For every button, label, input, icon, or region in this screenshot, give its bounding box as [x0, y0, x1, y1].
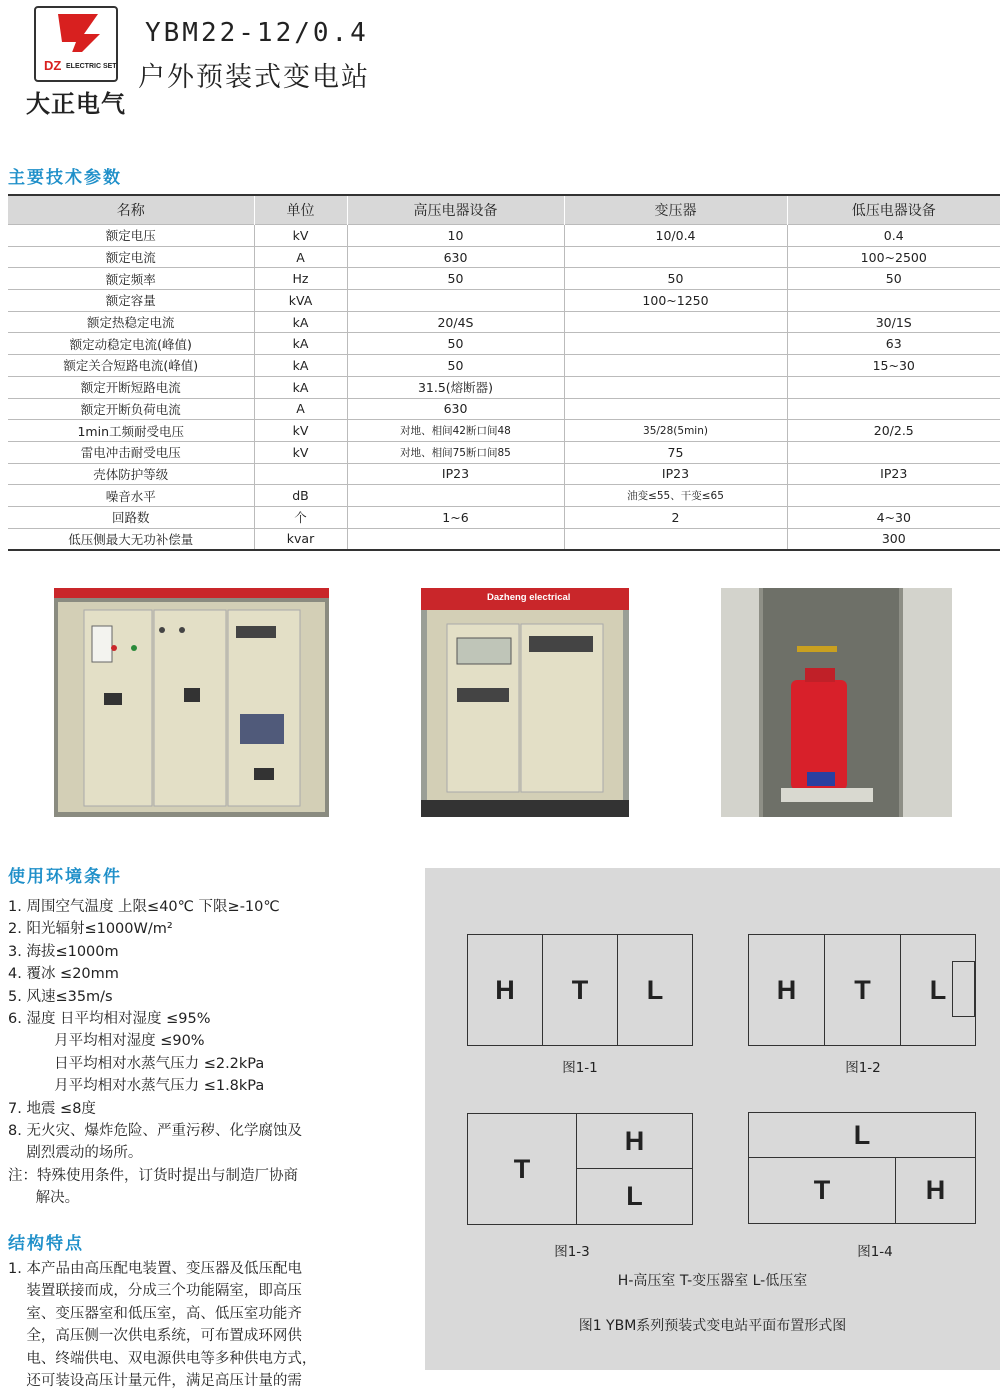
table-row	[8, 311, 1000, 333]
table-cell: IP23	[787, 463, 1000, 485]
cell-t: T	[467, 1113, 577, 1225]
table-cell: 额定动稳定电流(峰值)	[8, 333, 254, 355]
table-cell: 100~2500	[787, 246, 1000, 268]
table-cell: 35/28(5min)	[564, 420, 787, 442]
column-header: 变压器	[564, 195, 787, 225]
table-cell: kvar	[254, 528, 347, 550]
table-cell	[347, 485, 564, 507]
layout-diagram-panel	[425, 868, 1000, 1370]
table-row	[8, 506, 1000, 528]
logo-text: ELECTRIC SET	[66, 63, 117, 70]
table-row	[8, 398, 1000, 420]
table-row	[8, 355, 1000, 377]
table-cell	[787, 398, 1000, 420]
table-cell: 30/1S	[787, 311, 1000, 333]
table-row	[8, 290, 1000, 312]
table-cell: IP23	[564, 463, 787, 485]
fig1-3-caption: 图1-3	[554, 1244, 590, 1260]
table-row	[8, 441, 1000, 463]
table-cell: 630	[347, 246, 564, 268]
structure-list	[8, 1258, 368, 1392]
cell-t: T	[824, 934, 901, 1046]
cell-l: L	[576, 1168, 693, 1225]
company-logo	[34, 6, 118, 82]
table-row	[8, 268, 1000, 290]
table-cell: 20/2.5	[787, 420, 1000, 442]
list-item: 解决。	[8, 1190, 80, 1207]
table-cell: 630	[347, 398, 564, 420]
cell-l: L	[617, 934, 693, 1046]
table-cell: 10/0.4	[564, 225, 787, 247]
table-cell: kA	[254, 333, 347, 355]
table-cell: kA	[254, 311, 347, 333]
photo-transformer	[721, 588, 952, 817]
table-cell: 50	[787, 268, 1000, 290]
layout-figure-title: 图1 YBM系列预装式变电站平面布置形式图	[578, 1318, 847, 1334]
table-cell: 75	[564, 441, 787, 463]
table-cell: 回路数	[8, 506, 254, 528]
list-item: 6. 湿度 日平均相对湿度 ≤95%	[8, 1011, 211, 1028]
table-cell	[564, 376, 787, 398]
table-cell: dB	[254, 485, 347, 507]
table-row	[8, 246, 1000, 268]
table-cell: 额定开断短路电流	[8, 376, 254, 398]
table-cell	[564, 311, 787, 333]
table-cell: 低压侧最大无功补偿量	[8, 528, 254, 550]
table-row	[8, 528, 1000, 550]
table-cell: 15~30	[787, 355, 1000, 377]
environment-list	[8, 896, 368, 1210]
table-cell: 油变≤55、干变≤65	[564, 485, 787, 507]
list-item: 全，高压侧一次供电系统，可布置成环网供	[8, 1328, 302, 1345]
table-cell: 额定电流	[8, 246, 254, 268]
table-cell: Hz	[254, 268, 347, 290]
table-cell: 63	[787, 333, 1000, 355]
fig1-1-caption: 图1-1	[562, 1060, 598, 1076]
logo-letters: DZ	[44, 58, 62, 73]
list-item: 1. 本产品由高压配电装置、变压器及低压配电	[8, 1261, 302, 1277]
column-header: 低压电器设备	[787, 195, 1000, 225]
table-cell	[254, 463, 347, 485]
list-item: 7. 地震 ≤8度	[8, 1100, 96, 1117]
table-cell: 2	[564, 506, 787, 528]
table-cell: 额定容量	[8, 290, 254, 312]
table-cell	[347, 528, 564, 550]
specs-table	[8, 194, 1000, 551]
table-cell: kA	[254, 376, 347, 398]
list-item	[8, 918, 368, 940]
cell-h: H	[895, 1157, 976, 1224]
table-cell: 4~30	[787, 506, 1000, 528]
fig1-2-caption: 图1-2	[845, 1060, 881, 1076]
table-cell: 额定电压	[8, 225, 254, 247]
table-cell: 噪音水平	[8, 485, 254, 507]
table-cell: 对地、相间42断口间48	[347, 420, 564, 442]
list-item: 8. 无火灾、爆炸危险、严重污秽、化学腐蚀及	[8, 1123, 302, 1140]
photo-banner-text: Dazheng electrical	[487, 592, 571, 603]
table-cell	[564, 355, 787, 377]
table-row	[8, 225, 1000, 247]
list-item: 4. 覆冰 ≤20mm	[8, 966, 119, 983]
table-cell: 个	[254, 506, 347, 528]
list-item: 3. 海拔≤1000m	[8, 943, 119, 960]
photo-hv-cabinet	[54, 588, 329, 817]
table-cell	[787, 376, 1000, 398]
photo-lv-cabinet	[421, 588, 629, 817]
product-title: 户外预装式变电站	[138, 62, 370, 93]
list-item: 日平均相对水蒸气压力 ≤2.2kPa	[8, 1055, 265, 1072]
table-cell: 额定频率	[8, 268, 254, 290]
table-cell: 10	[347, 225, 564, 247]
table-cell	[787, 290, 1000, 312]
table-cell: kA	[254, 355, 347, 377]
table-row	[8, 485, 1000, 507]
brand-name: 大正电气	[26, 89, 126, 118]
column-header: 高压电器设备	[347, 195, 564, 225]
structure-heading: 结构特点	[8, 1234, 84, 1254]
layout-legend: H-高压室 T-变压器室 L-低压室	[617, 1273, 808, 1289]
table-cell: 50	[347, 333, 564, 355]
environment-heading: 使用环境条件	[8, 867, 122, 887]
table-cell: A	[254, 398, 347, 420]
table-cell	[787, 485, 1000, 507]
table-cell: 对地、相间75断口间85	[347, 441, 564, 463]
table-cell	[787, 441, 1000, 463]
list-item: 注：特殊使用条件，订货时提出与制造厂协商	[8, 1167, 298, 1184]
table-cell: A	[254, 246, 347, 268]
cell-h: H	[748, 934, 825, 1046]
table-cell: kVA	[254, 290, 347, 312]
cell-t: T	[542, 934, 618, 1046]
l-room-annex	[952, 961, 975, 1017]
list-item: 装置联接而成，分成三个功能隔室，即高压	[8, 1283, 302, 1300]
table-cell: 0.4	[787, 225, 1000, 247]
table-cell: 20/4S	[347, 311, 564, 333]
table-row	[8, 333, 1000, 355]
list-item: 月平均相对水蒸气压力 ≤1.8kPa	[8, 1078, 265, 1095]
list-item-text: 2. 阳光辐射≤1000W/m²	[8, 921, 173, 938]
table-cell: 50	[564, 268, 787, 290]
table-cell: 1min工频耐受电压	[8, 420, 254, 442]
table-cell	[564, 333, 787, 355]
table-cell: IP23	[347, 463, 564, 485]
table-cell: 额定关合短路电流(峰值)	[8, 355, 254, 377]
table-cell: 1~6	[347, 506, 564, 528]
table-cell: 50	[347, 268, 564, 290]
table-cell: 壳体防护等级	[8, 463, 254, 485]
list-item: 电、终端供电、双电源供电等多种供电方式，	[8, 1350, 317, 1367]
specs-heading: 主要技术参数	[8, 168, 122, 188]
cell-h: H	[467, 934, 543, 1046]
table-cell: 50	[347, 355, 564, 377]
list-item: 还可装设高压计量元件，满足高压计量的需	[8, 1373, 302, 1390]
fig1-4-caption: 图1-4	[857, 1244, 893, 1260]
column-header: 名称	[8, 195, 254, 225]
table-cell	[347, 290, 564, 312]
cell-h: H	[576, 1113, 693, 1169]
table-cell: 雷电冲击耐受电压	[8, 441, 254, 463]
table-cell	[564, 398, 787, 420]
table-cell: 额定开断负荷电流	[8, 398, 254, 420]
table-row	[8, 420, 1000, 442]
table-row	[8, 463, 1000, 485]
list-item: 5. 风速≤35m/s	[8, 988, 113, 1005]
table-cell	[564, 246, 787, 268]
table-cell: 31.5(熔断器)	[347, 376, 564, 398]
table-cell: 100~1250	[564, 290, 787, 312]
list-item: 室、变压器室和低压室，高、低压室功能齐	[8, 1305, 302, 1322]
list-item: 1. 周围空气温度 上限≤40℃ 下限≥-10℃	[8, 899, 280, 915]
cell-l: L	[900, 934, 976, 1046]
product-model: YBM22-12/0.4	[145, 18, 369, 48]
table-row	[8, 376, 1000, 398]
table-cell	[564, 528, 787, 550]
table-cell: kV	[254, 225, 347, 247]
cell-l: L	[748, 1112, 976, 1158]
table-cell: kV	[254, 441, 347, 463]
list-item: 月平均相对湿度 ≤90%	[8, 1033, 205, 1050]
table-cell: 300	[787, 528, 1000, 550]
table-cell: 额定热稳定电流	[8, 311, 254, 333]
list-item: 剧烈震动的场所。	[8, 1145, 143, 1162]
cell-t: T	[748, 1157, 896, 1224]
specs-header-row	[8, 195, 1000, 225]
column-header: 单位	[254, 195, 347, 225]
table-cell: kV	[254, 420, 347, 442]
